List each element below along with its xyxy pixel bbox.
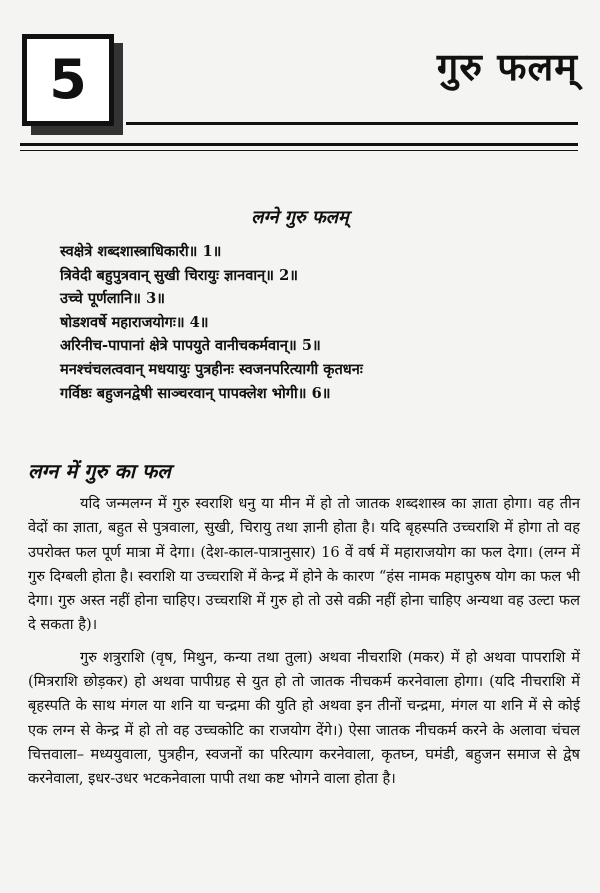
verse-line: गर्विष्ठः बहुजनद्वेषी साञ्चरवान् पापक्लेश भोगी॥ 6॥: [60, 384, 331, 402]
verse-list: [60, 240, 580, 405]
verse-line: स्वक्षेत्रे शब्दशास्त्राधिकारी॥ 1॥: [60, 243, 222, 260]
verse-line: त्रिवेदी बहुपुत्रवान् सुखी चिरायुः ज्ञानवान्॥ 2॥: [60, 266, 298, 284]
body-text: [28, 492, 580, 800]
section-heading-sanskrit: लग्ने गुरु फलम्: [251, 207, 349, 228]
header-rule-thick: [20, 143, 578, 146]
chapter-title: गुरु फलम्: [436, 45, 578, 89]
verse-line: मनश्चंचलत्ववान् मधयायुः पुत्रहीनः स्वजनपरित्यागी कृतधनः: [60, 360, 363, 378]
chapter-number: 5: [49, 48, 87, 111]
paragraph: गुरु शत्रुराशि (वृष, मिथुन, कन्या तथा तुला) अथवा नीचराशि (मकर) में हो अथवा पापराशि में (मित्रराशि छोड़कर) हो अथवा पापीग्रह से युत हो तो जातक नीचकर्म करनेवाला होगा। (यदि नीचराशि में बृहस्पति के साथ मंगल या शनि या चन्द्रमा की युति हो अथवा इन तीनों चन्द्रमा, मंगल या शनि में से कोई एक लग्न से केन्द्र में हो तो वह उच्चकोटि का राजयोग देंगे।) ऐसा जातक नीचकर्म करने के अलावा चंचल चित्तवाला– मध्ययुवाला, पुत्रहीन, स्वजनों का परित्याग करनेवाला, कृतघ्न, घमंडी, बहुजन समाज से द्वेष करनेवाला, इधर-उधर भटकनेवाला पापी तथा कष्ट भोगने वाला होता है।: [28, 648, 580, 788]
section-heading-hindi: लग्न में गुरु का फल: [28, 459, 171, 483]
chapter-number-box: [22, 34, 114, 126]
verse-line: षोडशवर्षे महाराजयोगः॥ 4॥: [60, 313, 209, 331]
verse-line: अरिनीच-पापानां क्षेत्रे पापयुते वानीचकर्मवान्॥ 5॥: [60, 337, 321, 355]
paragraph: यदि जन्मलग्न में गुरु स्वराशि धनु या मीन में हो तो जातक शब्दशास्त्र का ज्ञाता होगा। वह तीन वेदों का ज्ञाता, बहुत से पुत्रवाला, सुखी, चिरायु तथा ज्ञानी होता है। यदि बृहस्पति उच्चराशि में होगा तो वह उपरोक्त फल पूर्ण मात्रा में देगा। (देश-काल-पात्रानुसार) 16 वें वर्ष में महाराजयोग का फल देगा। (लग्न में गुरु दिग्बली होता है। स्वराशि या उच्चराशि में केन्द्र में होने के कारण “हंस नामक महापुरुष योग का फल भी देगा। गुरु अस्त नहीं होना चाहिए। उच्चराशि में गुरु हो तो उसे वक्री नहीं होना चाहिए अन्यथा वह उल्टा फल दे सकता है)।: [28, 495, 580, 634]
verse-line: उच्चे पूर्णलानि॥ 3॥: [60, 290, 165, 308]
title-rule: [126, 122, 578, 125]
header-rule-thin: [20, 150, 578, 151]
